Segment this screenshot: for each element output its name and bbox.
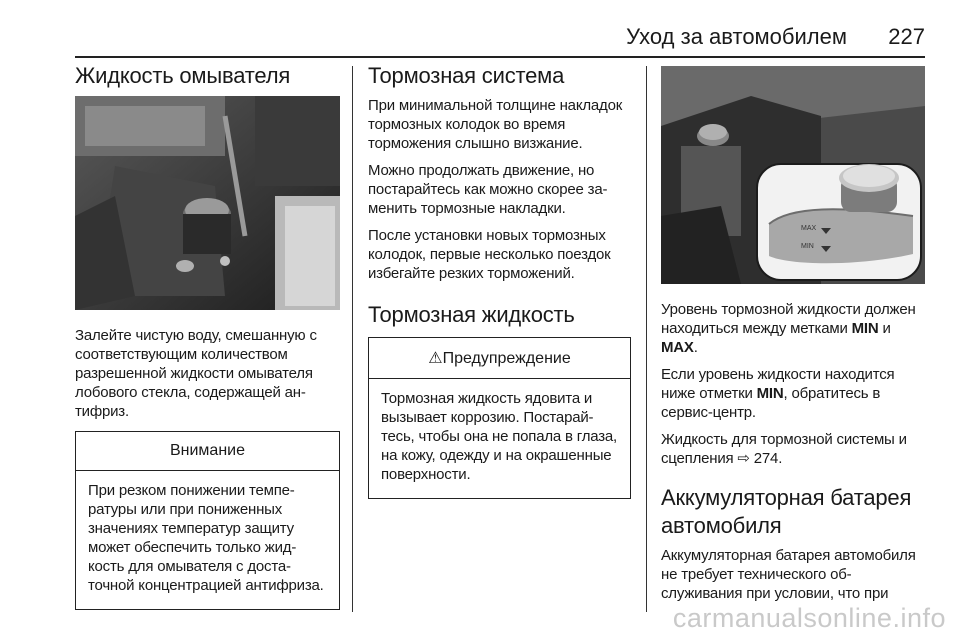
- low-level-text-a: Если уровень жидкости находится ниже отметки: [661, 366, 895, 402]
- battery-paragraph: Аккумуляторная батарея автомобиля не требует технического обслуживания при условии, что при: [661, 547, 916, 602]
- washer-reservoir-photo: [75, 96, 340, 310]
- warning-text: Тормозная жидкость ядовита и вызывает коррозию. Постарайтесь, чтобы она не попала в глаза, на кожу, одежду и на окрашенные поверхности.: [381, 390, 618, 483]
- min-label: MIN: [851, 320, 879, 337]
- level-paragraph: [661, 300, 925, 357]
- level-text-a: Уровень тормозной жидкости должен находиться между метками: [661, 301, 916, 337]
- header-rule: [75, 56, 925, 58]
- brake-fluid-reservoir-photo: [661, 66, 925, 284]
- brake-fluid-heading: Тормозная жидкость: [368, 302, 575, 327]
- notice-box: [75, 431, 340, 610]
- washer-paragraph: Залейте чистую воду, смешанную с соответствующим количеством разрешенной жидкости омывателя лобового стекла, содержащей антифриз.: [75, 327, 317, 420]
- brakes-paragraph-3: После установки новых тормозных колодок, первые несколько поездок избегайте резких торможений.: [368, 227, 611, 282]
- brakes-heading: Тормозная система: [368, 63, 565, 88]
- warning-header: [369, 338, 630, 379]
- battery-heading: Аккумуляторная батарея автомобиля: [661, 485, 912, 538]
- column-divider-1: [352, 66, 353, 612]
- brakes-paragraph-2: Можно продолжать движение, но постарайтесь как можно скорее заменить тормозные накладки.: [368, 162, 608, 217]
- section-title: Уход за автомобилем: [626, 24, 847, 49]
- column-divider-2: [646, 66, 647, 612]
- washer-heading: Жидкость омывателя: [75, 63, 291, 88]
- low-level-paragraph: [661, 365, 925, 422]
- notice-text: При резком понижении температуры или при пониженных значениях температур защиту может обеспечить только жидкость для омывателя с достаточной концентрацией антифриза.: [88, 482, 324, 594]
- column-washer: [75, 62, 340, 610]
- page-number: 227: [888, 24, 925, 49]
- level-text-end: .: [693, 339, 698, 356]
- fluid-reference-paragraph: Жидкость для тормозной системы и сцепления ⇨ 274.: [661, 431, 907, 467]
- warning-box: [368, 337, 631, 499]
- max-label: MAX: [661, 339, 694, 356]
- notice-title: Внимание: [76, 432, 339, 471]
- watermark: carmanualsonline.info: [672, 603, 946, 633]
- column-brake-fluid: [661, 62, 925, 611]
- max-mark-label: MAX: [801, 225, 817, 232]
- warning-title: Предупреждение: [442, 350, 571, 367]
- brakes-paragraph-1: При минимальной толщине накладок тормозных колодок во время торможения слышно визжание.: [368, 97, 623, 152]
- column-brakes: [368, 62, 631, 499]
- warning-icon: ⚠: [428, 350, 443, 367]
- low-level-text-end: , обратитесь в сервис-центр.: [661, 385, 881, 421]
- page-header: [75, 24, 925, 54]
- min-label-2: MIN: [756, 385, 784, 402]
- min-mark-label: MIN: [801, 243, 814, 250]
- level-text-and: и: [878, 320, 891, 337]
